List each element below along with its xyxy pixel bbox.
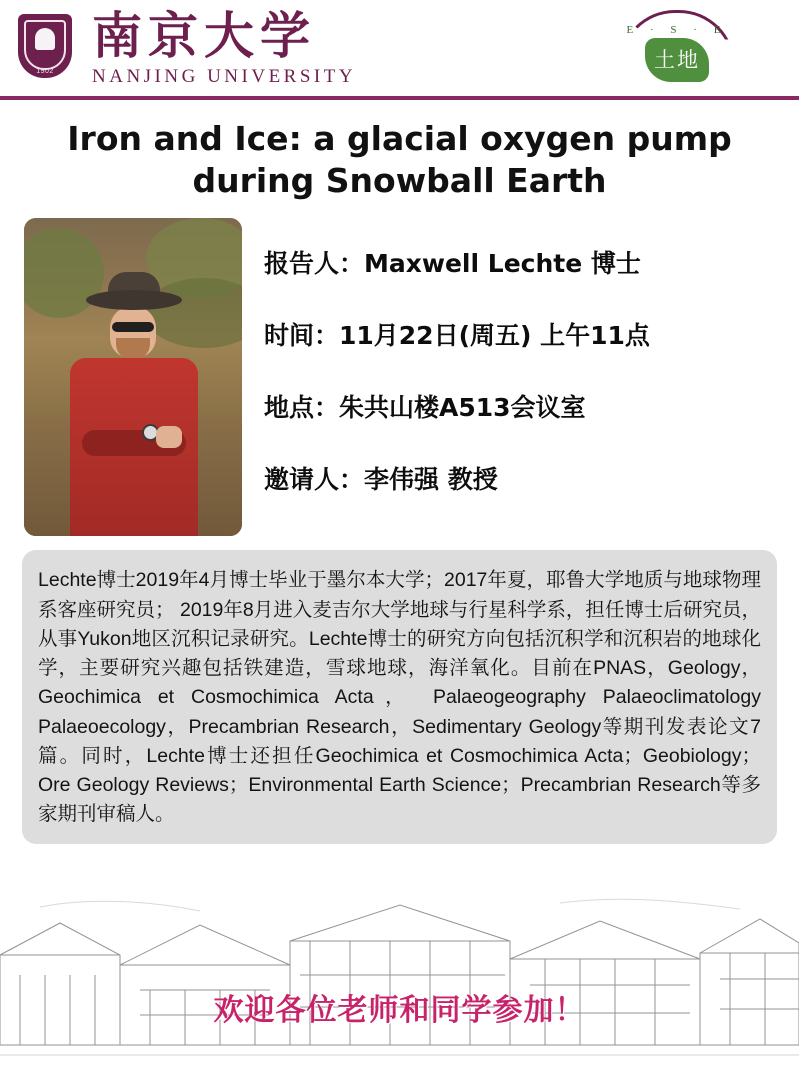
ese-letters: E · S · E: [626, 24, 728, 36]
event-location: 地点：朱共山楼A513会议室: [264, 393, 586, 423]
university-name-cn: 南京大学: [92, 5, 316, 65]
speaker-biography: Lechte博士2019年4月博士毕业于墨尔本大学；2017年夏，耶鲁大学地质与地球物理系客座研究员； 2019年8月进入麦吉尔大学地球与行星科学系，担任博士后研究员，从事Yukon地区沉积记录研究。Lechte博士的研究方向包括沉积学和沉积岩的地球化学，主要研究兴趣包括铁建造，雪球地球，海洋氧化。目前在PNAS，Geology，Geochimica et Cosmochimica Acta， Palaeogeography Palaeoclimatology Palaeoecology，Precambrian Research，Sedimentary Geology等期刊发表论文7篇。同时，Lechte博士还担任Geochimica et Cosmochimica Acta；Geobiology；Ore Geology Reviews；Environmental Earth Science；Precambrian Research等多家期刊审稿人。: [22, 550, 777, 843]
welcome-message: 欢迎各位老师和同学参加！: [213, 993, 586, 1028]
ese-mark-icon: 土地: [645, 38, 709, 82]
university-name-block: [92, 5, 357, 87]
speaker-photo: [24, 218, 242, 536]
event-host: 邀请人：李伟强 教授: [264, 465, 498, 495]
speaker-info-row: [0, 212, 799, 536]
university-crest-icon: [14, 12, 76, 84]
poster-footer: [0, 895, 799, 1071]
sketch-building-illustration: [0, 895, 799, 1071]
ese-school-logo: [617, 8, 737, 88]
event-speaker: 报告人：Maxwell Lechte 博士: [264, 249, 641, 279]
university-name-en: NANJING UNIVERSITY: [92, 65, 357, 87]
nanjing-university-logo: [0, 5, 357, 87]
event-time: 时间：11月22日(周五) 上午11点: [264, 321, 650, 351]
crest-year: 1902: [36, 68, 54, 75]
poster-header: [0, 0, 799, 96]
page-title: Iron and Ice: a glacial oxygen pump during Snowball Earth: [67, 119, 732, 201]
event-details: [242, 218, 799, 536]
